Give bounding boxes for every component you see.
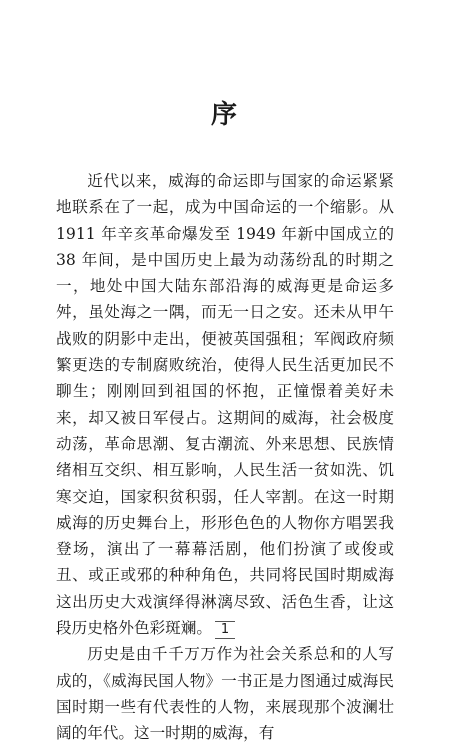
- page-number-label: 1: [215, 621, 235, 639]
- page-title: 序: [210, 100, 239, 130]
- page-number: [0, 621, 450, 639]
- paragraph-1: 近代以来，威海的命运即与国家的命运紧紧地联系在了一起，成为中国命运的一个缩影。从 1911 年辛亥革命爆发至 1949 年新中国成立的 38 年间，是中国历史上最为动荡纷乱的时期之一，地处中国大陆东部沿海的威海更是命运多舛，虽处海之一隅，而无一日之安。还未从甲午战败的阴影中走出，便被英国强租；军阀政府频繁更迭的专制腐败统治，使得人民生活更加民不聊生；刚刚回到祖国的怀抱，正憧憬着美好未来，却又被日军侵占。这期间的威海，社会极度动荡，革命思潮、复古潮流、外来思想、民族情绪相互交织、相互影响，人民生活一贫如洗、饥寒交迫，国家积贫积弱，任人宰割。在这一时期威海的历史舞台上，形形色色的人物你方唱罢我登场，演出了一幕幕活剧，他们扮演了或俊或丑、或正或邪的种种角色，共同将民国时期威海这出历史大戏演绎得淋漓尽致、活色生香，让这段历史格外色彩斑斓。: [56, 172, 394, 638]
- body-text: [56, 168, 394, 747]
- paragraph-2: 历史是由千千万万作为社会关系总和的人写成的，《威海民国人物》一书正是力图通过威海民国时期一些有代表性的人物，来展现那个波澜壮阔的年代。这一时期的威海，有: [56, 645, 394, 743]
